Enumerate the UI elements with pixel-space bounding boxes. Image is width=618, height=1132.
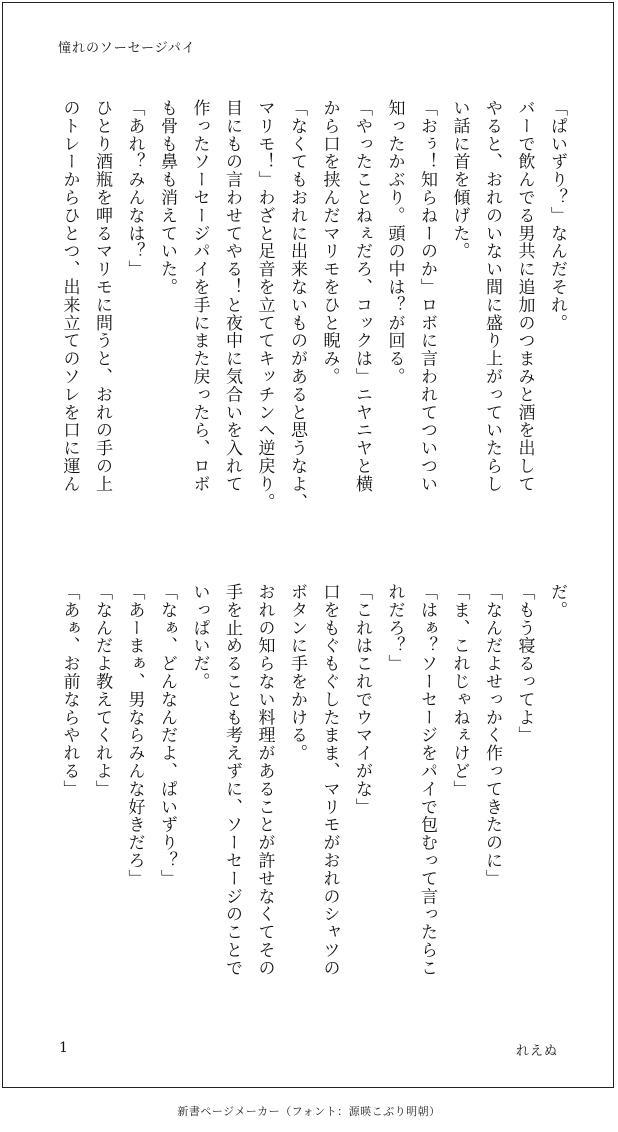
text-line: ひとり酒瓶を呷るマリモに問うと、おれの手の上 (92, 99, 112, 493)
text-line: 手を止めることも考えずに、ソーセージのことで (222, 583, 242, 977)
text-line: 「なくてもおれに出来ないものがあると思うなよ、 (287, 99, 307, 511)
text-line: のトレーからひとつ、出来立てのソレを口に運ん (59, 99, 80, 493)
text-line: 「あーまぁ、男ならみんな好きだろ」 (124, 583, 145, 888)
text-line: ボタンに手をかける。 (287, 583, 307, 762)
text-line: 作ったソーセージパイを手にまた戻ったら、ロボ (189, 99, 210, 493)
author-name: れえぬ (515, 1044, 558, 1059)
text-line: 「あれ？みんなは？」 (124, 99, 145, 278)
text-line: バーで飲んでる男共に追加のつまみと酒を出して (514, 99, 535, 493)
text-line: 口をもぐもぐしたまま、マリモがおれのシャツの (319, 583, 340, 977)
page-number: 1 (59, 1040, 68, 1056)
text-line: 「これはこれでウマイがな」 (352, 583, 372, 816)
text-line: だ。 (547, 583, 567, 619)
text-line: 知ったかぶり。頭の中は？が回る。 (384, 99, 405, 386)
text-line: い話に首を傾げた。 (449, 99, 470, 261)
page-frame (2, 2, 614, 1088)
text-line: 「あぁ、お前ならやれる」 (59, 583, 80, 798)
text-line: 「おぅ！知らねーのか」ロボに言われてついつい (417, 99, 437, 493)
text-line: から口を挟んだマリモをひと睨み。 (319, 99, 340, 386)
text-line: おれの知らない料理があることが許せなくてその (254, 583, 275, 977)
text-line: れだろ？」 (384, 583, 405, 673)
bottom-text-block (53, 583, 573, 1013)
top-text-block (53, 99, 573, 529)
footer-caption: 新書ページメーカー（フォント：源暎こぶり明朝） (177, 1105, 441, 1118)
text-line: いっぱいだ。 (189, 583, 210, 691)
text-line: 「ま、これじゃねぇけど」 (449, 583, 470, 798)
text-line: 「もう寝るってよ」 (514, 583, 535, 745)
text-line: も骨も鼻も消えていた。 (157, 99, 177, 296)
text-line: 「はぁ？ソーセージをパイで包むって言ったらこ (417, 583, 437, 977)
text-line: 「なんだよ教えてくれよ」 (92, 583, 112, 798)
text-line: 目にもの言わせてやる！と夜中に気合いを入れて (222, 99, 242, 493)
running-header-title: 憧れのソーセージパイ (58, 41, 196, 56)
text-line: やると、おれのいない間に盛り上がっていたらし (482, 99, 502, 493)
text-line: 「なぁ、どんなんだよ、ぱいずり？」 (157, 583, 177, 888)
text-line: 「やったことねぇだろ、コックは」ニヤニヤと横 (352, 99, 372, 493)
text-line: 「なんだよせっかく作ってきたのに」 (482, 583, 502, 888)
text-line: マリモ！」わざと足音を立ててキッチンへ逆戻り。 (254, 99, 275, 511)
text-line: 「ぱいずり？」なんだそれ。 (547, 99, 567, 332)
